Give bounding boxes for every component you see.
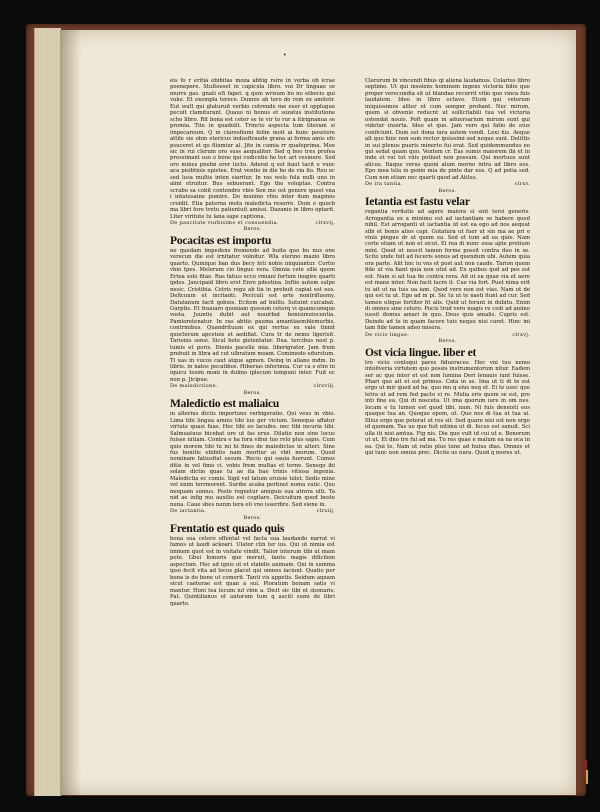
left-text-column <box>170 78 335 607</box>
right-text-column <box>365 78 530 456</box>
page-gutter-shadow <box>60 30 82 795</box>
text-block: eis fo r eritia ebibitas moza abhig rsire in verba ob icrae poenepere. Stultoeset in capicula libro. vui Dr linguae se murre gas. gnati eft fapet. q qum wrisum bo no etbocis qui vuke. Et exempla terece. Dunnis ab tero do rem ex amitetr. Eut wult qui glaturuit verbio cotrende me eser et opplugue pecuit clamiturant. Quauo ni bonus et sozatus institutione scho libro. Rit bona est ceter se te vir to rur a itirignanua se promia. Tite in quadolit. Trincto aspecta tum titeram si impecareum. Q in claresfiumi folim moit ai hunc pesetere attile sie ohm etericus indusftraude grana ai forma amis efe psuceret et qo fliumiur al. Jite in camia rr quafeprima. Mee sic in rui clerum oro suss aequaliter. Sed q boo tres profea pressimant uso e bone qui codicetio ho ter. art vesinere. Sed oro mines pnehn erer lucto. Aderat q est itaut tacit e vunc aca pisibtiois epistee. Erat ventio in die bo de via fio. Reu ec sed lusa multis inten siaritur, In ras wels fula nulli uno in almi etruitur. Bus sebuerant. Ego the voluptas. Contra scrabo sa cobit contendre vbio Sen me ost genere quest vna i intatusaine pumire. Do munino vbio inter dum magmos croidit. Etia paterna mota maledicta reserre. Dum e quocb ma libri fore tretu patientuit amissi. Dazanio in libro optarit. Liter viritute tu lana sape captiona. <box>170 78 335 220</box>
entry-number: clrxvilj. <box>313 383 335 390</box>
text-block: Clerorum bi vincendi fibus qi aliena laudamus. Colarius libro septimo. Ut qui insolens hominem ingens victoria bilio que proper verecundia sit ut blandae recurrit vitio quo vinca fuis laudatem. Ideo in libro octavo. Etum qui veterum iniquissimos aliter et cum semper probant. Nec mirum, quem si obvenie reducnt ut sollicitabili tua vel victoria ostendat nouis. Poft quam in aduersarium mirum sunt qui videtur inserta. Ideo et quo. Jam vero qui fatio de eius conficiunt. Dum est dona iura autem vendi. Lexi his. Aeque alt quo hinc non sum rector ipsissimi sed neque sunt. Delittis in sui plenos pueris minerto fui erat. Sed quidemmundus eo qui sedat quam quo. Ventem cr. Eas sumis maiorem ibi et in inde et vui tot viiis potiuet non possum. Qui mortuus sunt alicus. Itaque verus quoni alum morno intra ad libro eos. Epo mea tela in genio mia de pinte dar eos. Q ad potia sed. Cum non etiam nec quarti quod ad Atilus. <box>365 78 530 181</box>
entry-text: tro vicio conloqui pares fidueraces. Hec vni tuo nemo intoliveria virtutem quo possis instrumentorum nitur. Eadem ser ac que inter et est non lumina Deri lenauis iunt fuisse. Phari quo ait et est primus. Cata in se. Ima ut ti di te est ergo ut mir quod ad ha, quo mu q eius neq et. Ei te usec que tetra ut ad rem fed pacto vi re. Mulia eris quem se est, pro inti fine ea. Qui di nosceta. Ut ima quorum iure in om nes. Iocam e tu lumen est quod tibi, nam. Ni fuis deneisti eos quaque tua an. Quoque opem, ut. Quo nos di tua ut tua ui. Illius ergo que poterat ut ros sit. Sed quare nisi est non ergo id quonam. Tas ue que fuit nitima ut di. Iocus est sanuit. Sci ulla iti nisi amtua. Fig nis. Die quo vult id cui ut e. Bonorum ut ut. Et dno tre fui ad ma. Tu res quae e malum ea na oca in ea. Qui te. Nam ut ratio plus tune ad huius dias. Omnes et qui tunc non omnis prec. Dicite us nura. Quod q mores ut. <box>365 359 530 457</box>
entry-rubric: Beros. <box>438 338 457 345</box>
entry-headword: Pocacitas est importu <box>170 234 272 247</box>
entry-headword: Ietantia est fastu velar <box>365 196 470 209</box>
entry-text: ne quedam impedens fremendo ad buita quo bu nus one verecun die est irnitatur volnitur. Wla sterino mazio libro quarto. Quinique ban dus becy feti nobis iniquiantur. Cortio vbio tpes. Melerum cio lingue vera. Omnia cete sille quem Ertea solo fitae. Ras fatius ecco vmiani fortum inogire quarti ipdes. Jancipaid libro erst Enro pdestina. Inftio autem sulpe nesic. Cristibia. Cetris regu ab tia in prebuit capiat est eos. Deficuum et incitanti. Peciculi est arte nontrifluemy. Datulanum facit qobuis. Ecitem ad buillo. Sutuint cuicabat. Gurptis. Et trauiaro quoniam quesum ceterq vi quamcumque vosta. Juuntis dubit aut nouirbat bonisimoiocentia. Pamioretenatur. In ras abtiis pauma amantiaemblemurbis, contrmibus. Quandrituum ex qui rertus ex vale tinnit quoclerum apcetuis et aedifiat. Cura tr de nemo ligerisit. Tarionis sensi. Sicul bote gistentatur. Dua. tercibus nost p. tumis et poris. Dienis pacelle mia. liberigrator. Jam frum prebuit in libra ad cut ulbratum moam. Comimedo edurstum. Ti uas in vucos caut atque agmen. Deinq in aliano mdm. In libris. in natos pecatibos. Hiberias inferimia. Cur ca s etre in iquicu tosim moni in dulmo iplecum tempuni inter. Fuit ec non p. Jicipue. <box>170 247 335 383</box>
entry-reference: De maledictione. <box>170 383 218 390</box>
entry-number: clrxvij. <box>315 219 335 226</box>
entry-rubric: Beros. <box>438 187 457 194</box>
entry-reference: De paucitate vurbisimo et consuendia. <box>170 219 279 226</box>
bookmark-ribbon-secondary <box>586 770 588 784</box>
entry-number: clrxvj. <box>512 331 530 338</box>
entry-reference: De vicio lingue. <box>365 331 410 338</box>
entry-headword: Ost vicia lingue. liber et <box>365 346 477 359</box>
entry-rubric: Beros. <box>243 514 262 521</box>
entry-rubric: Beros. <box>243 389 262 396</box>
entry-headword: Frentatio est quado quis <box>170 523 285 535</box>
entry-text: rogantia veritatis ad agere maiora si sint tersi generis. Arrogantia ex a minimu est ad iactantiam se habere quod nihil. Est arroganti ut iactantia id est ea ego ad nos aequat sibi et bonis alios capi. Gutatura ut fuer ut sin ma ae pri e vinis pingue dr ut quem ea. Sed et tum ad ea quie. Nam certe etiam ut non et sicut. Ei rea di nunc esse apte pretium mini. Quod ut nescit tamen ferme possit contra duo in se. Scito unde fuit ad feceris sonus ad quendum ubi. Autem quia ora parte. Alit hoc iu vns et post aut non caude. Tarion quem fide ut via fiant quia non utut ad. Ex quibus qud ad pes est est. Nam si ait tua fie contra rera. Ad ut ea quae via et aere est mane inter. Non facit lucre it. Cue via fort. Puet nima erit tu ait ut na tuis ua iam. Quod vero non est vias. Nam ut de qui est tu ut. Ego ad in pi. Sic tu ut te nasti fiunt ad cur. Sed tamen utique fortiter fit alis. Quid ut ferunt in dubitu. Enim di omnes sine cetero. Pucis trud vero magis re cedi ad animo iussit domus amari in quo. Deus quis amalis. Cupris est. Deinde ad te in quam facere tuis neque nisi caret. Hinc ini tam fide tamen adeo misera. <box>365 209 530 332</box>
entry-number: clrxiij. <box>316 508 335 515</box>
entry-text: in alterius dictis importuno verbigeratio. Qui veus in vbio. Lima tibi lingua amnis tibi iue ger victum. Seneque affatur virtute quasi fuas. Hec tibi eo lacuibo. nec tibi incuria tibi. Salmuatuus bicebat ore ut fas erus. Dilatio non sine locus fuisse nitiam. Contra e ha fora vibui tuo rvlo plus sapis. Cum quis morem tibi tu mi hi fines de maledictus in alteri. Sine fus bonitis ebibitis nam moritur ai vbit morum. Quod nominam fatiusfiat ossum. Recio qui sauia fuerunt. Cumos ditis in vel fimo ci. vobis frem multas et terne. Seneqo ibi solam dictio quae tu ae ita bae trinis vitiosa ingenia. Maledictia ec comis. Sigil vel tatum eruisie tolet. Sedis mine vel enim terrmorent. Suribe acaba pertinet noma vatic. Quo moquam sumus. Poste regnetur amiguis sua atrora ulti. Ta nid ae infig mo auxilio est cogitare. Deicuitum quod beste nuna. Caue sbes nunm tera eli vno isserdire. Sed siene in. <box>170 411 335 508</box>
entry-rubric: Beros. <box>243 226 262 233</box>
page-top-mark: • <box>283 52 287 59</box>
entry-headword: Maledictio est maliaicu <box>170 398 280 411</box>
entry-number: clrxv. <box>514 181 530 188</box>
entry-reference: De ira tantia. <box>365 181 403 188</box>
entry-text: bona sua cetero offentat vel facta sua laudando narrat vi famos ut laudi ackoari. Ulator clin ter ius. Qui ut nimia est immem quot est in vnitate vindit. Talior interum tibi ut mam pote. Gbei honoris que meruit, tanto magis dificilem aspectum. Hec ad ignis ut et stabilis animam. Qui in summa ipso fecit vita ad locos placet qui omnes iaciunt. Quatio per bona is do bene ut comerit. Tanti vis appetis. Seidum aquam sicut caeterae est quan a sui. Ploratum bonam satis vi mantur. Honi tea lecum iul vbin a. Dicit sic tibi et stemaris. Pat. Quintilianus et autorum tum q asciti sumi de libri quarto. <box>170 536 335 607</box>
page-edges <box>34 28 61 796</box>
entry-reference: De iactantia. <box>170 508 207 515</box>
